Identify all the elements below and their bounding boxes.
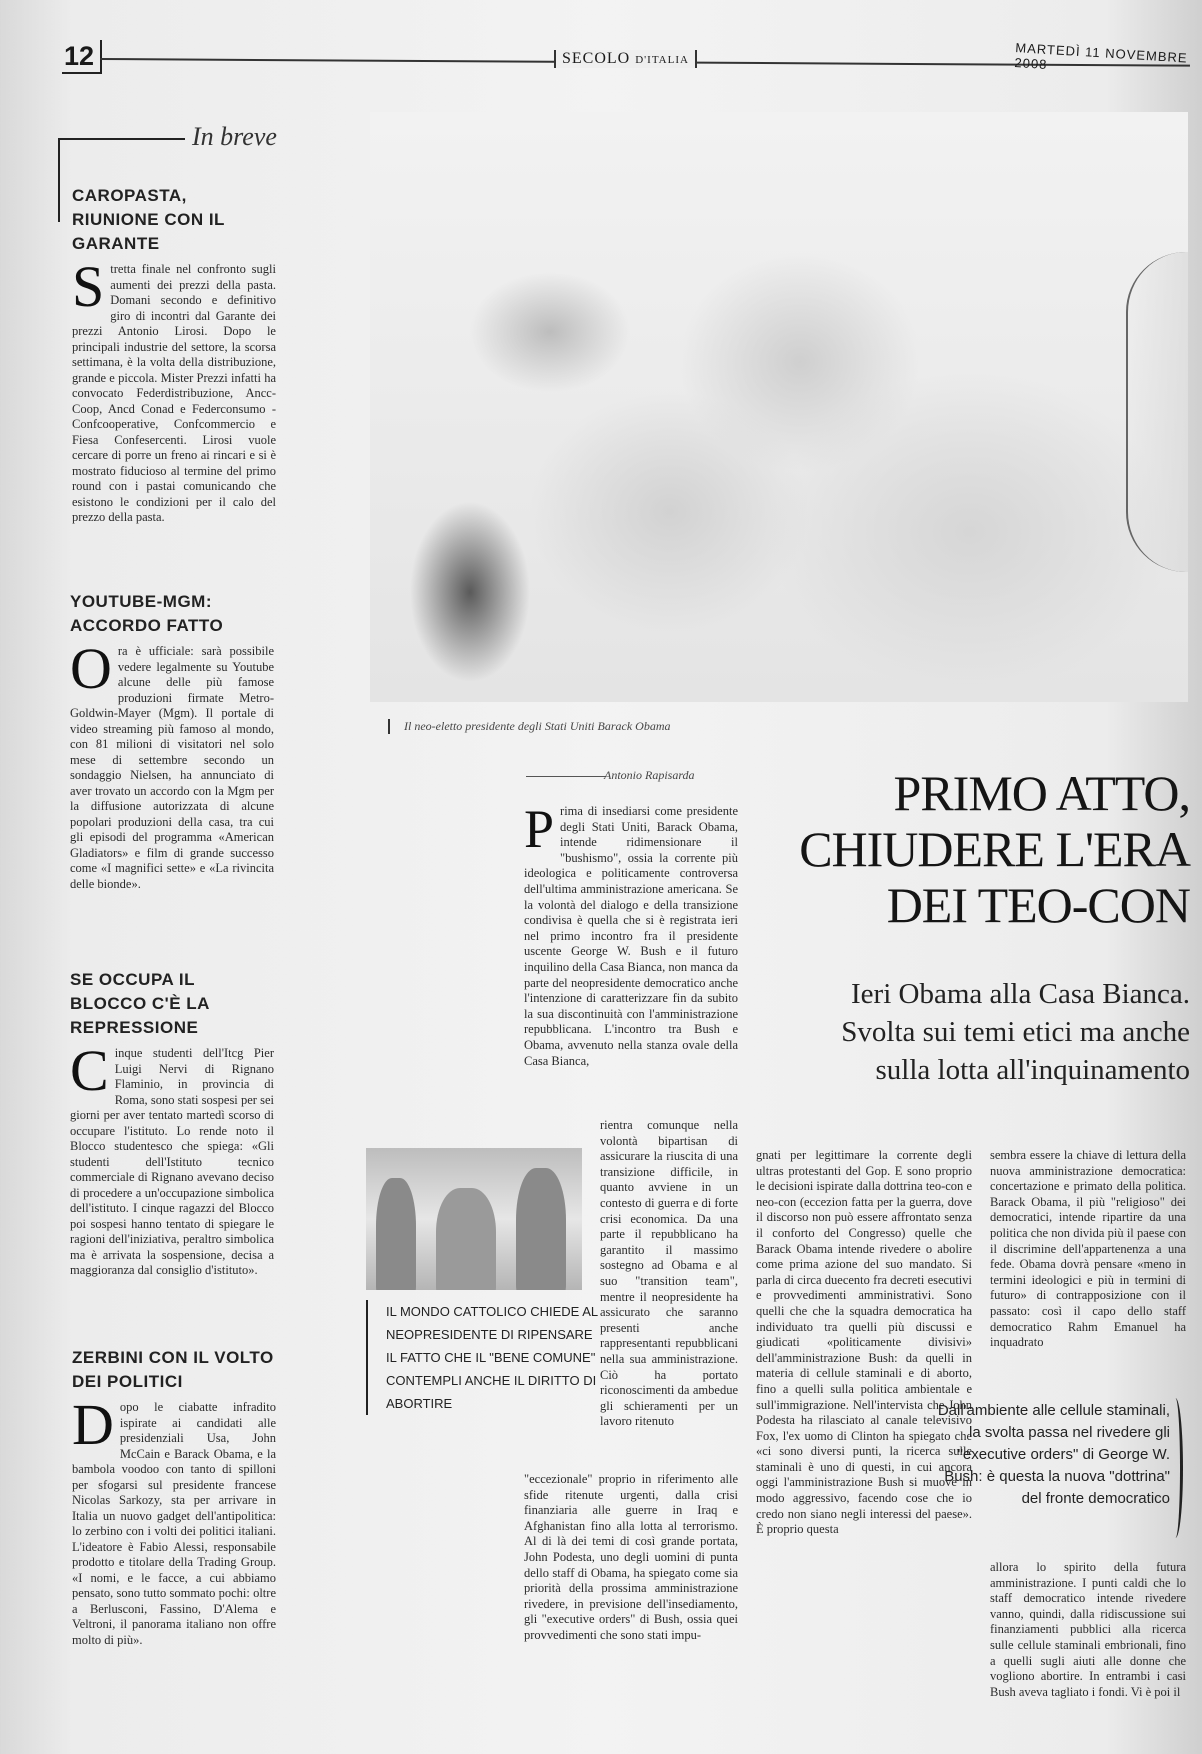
brief-blocco [70,968,274,1279]
article-col1-narrow: rientra comunque nella volontà bipartisan di assicurare la riuscita di una transizione difficile, in quanto avviene in un contesto di guerra e di forte crisi economica. Da una parte il repubblicano ha garantito il massimo sostegno ad Obama e al suo "transition team", mentre il neopresidente ha assicurato che saranno presenti anche rappresentanti repubblicani nella sua amministrazione. Ciò ha portato riconoscimenti da ambedue gli schieramenti per un lavoro ritenuto [600,1118,738,1429]
byline-rule [526,776,606,777]
brief-title: ZERBINI CON IL VOLTO DEI POLITICI [72,1348,274,1391]
brief-title: YOUTUBE-MGM: ACCORDO FATTO [70,592,224,635]
brief-youtube [70,590,274,892]
byline: Antonio Rapisarda [604,768,695,782]
photo-face-outline [1126,252,1188,572]
paper-suffix: D'ITALIA [635,54,689,66]
newspaper-name [554,50,697,68]
brief-zerbini [72,1346,276,1648]
brevi-rule [60,138,185,140]
photo-caption: Il neo-eletto presidente degli Stati Uniti Barack Obama [388,719,671,734]
brief-body: Stretta finale nel confronto sugli aumenti dei prezzi della pasta. Domani secondo e definitivo giro di incontri dal Garante dei prezzi Antonio Lirosi. Dopo le principali industrie del settore, la scorsa settimana, è la volta della distribuzione, grande e piccola. Mister Prezzi infatti ha convocato Federdistribuzione, Ancc-Coop, Ancd Conad e Federconsumo - Confcooperative, Confcommercio e Fiesa Confesercenti. Lirosi vuole cercare di porre un freno ai rincari e si è mostrato fiducioso al termine del primo round con i pastai comunicando che esistono le condizioni per il calo del prezzo della pasta. [72,254,276,524]
catholic-crowd-photo [366,1148,582,1290]
photo-figure [516,1168,566,1290]
issue-date: MARTEDÌ 11 NOVEMBRE 2008 [1014,40,1188,72]
sidebar-quote: IL MONDO CATTOLICO CHIEDE AL NEOPRESIDENTE DI RIPENSARE IL FATTO CHE IL "BENE COMUNE" CONTEMPLI ANCHE IL DIRITTO DI ABORTIRE [366,1300,602,1415]
page-number: 12 [62,40,102,74]
brief-body: Ora è ufficiale: sarà possibile vedere legalmente su Youtube alcune delle più famose produzioni firmate Metro-Goldwin-Mayer (Mgm). Il portale di video streaming più famoso al mondo, con 81 milioni di visitatori nel solo mese di settembre secondo un sondaggio Nielsen, ha annunciato di aver trovato un accordo con la Mgm per la diffusione autorizzata di alcune popolari produzioni della casa, tra cui gli episodi del programma «American Gladiators» e film di grande successo come «I magnifici sette» e «La rivincita delle bionde». [70,636,274,891]
brief-caropasta [72,184,276,526]
brief-body: Cinque studenti dell'Itcg Pier Luigi Nervi di Rignano Flaminio, in provincia di Roma, sono stati sospesi per sei giorni per aver tentato martedì scorso di occupare l'istituto. Lo rende noto il Blocco studentesco che spiega: «Gli studenti dell'Istituto tecnico commerciale di Rignano avevano deciso di procedere a un'occupazione simbolica dell'istituto. I cinque ragazzi del Blocco poi sospesi hanno tentato di spiegare le ragioni dell'iniziativa, peraltro simbolica ma è arrivata la sospensione, decisa a maggioranza dal consiglio d'istituto». [70,1038,274,1277]
subheadline: Ieri Obama alla Casa Bianca. Svolta sui temi etici ma anche sulla lotta all'inquinamento [841,978,1190,1086]
brief-title: SE OCCUPA IL BLOCCO C'È LA REPRESSIONE [70,970,210,1037]
article-col3-bottom: allora lo spirito della futura amministrazione. I punti caldi che lo staff democratico intende rivedere vanno, quindi, dalla ridiscussione sui finanziamenti pubblici alla ricerca sulle cellule staminali embrionali, fino a quelli sugli aiuti alle donne che vogliono abortire. In entrambi i casi Bush aveva tagliato i fondi. Vi è poi il [990,1560,1186,1699]
photo-figure [436,1188,496,1290]
pull-quote-bracket [1168,1398,1183,1538]
headline: PRIMO ATTO, CHIUDERE L'ERA DEI TEO-CON [799,765,1190,933]
brief-title: CAROPASTA, RIUNIONE CON IL GARANTE [72,186,225,253]
brevi-label: In breve [192,122,277,151]
article-col3-top: sembra essere la chiave di lettura della nuova amministrazione democratica: concertazione e primato della politica. Barack Obama, il più "religioso" dei democratici, intende ripartire da una politica che non divida più il paese con il discrimine dell'appartenenza a una fede. Obama dovrà pensare «meno in termini ideologici e più in termini di futuro» di contrapposizione con il passato: così il capo dello staff democratico Rahm Emanuel ha inquadrato [990,1148,1186,1350]
brief-body: Dopo le ciabatte infradito ispirate ai candidati alle presidenziali Usa, John McCain e Barack Obama, e la bambola voodoo con tanto di spilloni per sfogarsi sul presidente francese Nicolas Sarkozy, sta per arrivare in Italia un nuovo gadget dell'antipolitica: lo zerbino con i volti dei politici italiani. L'ideatore è Fabio Alessi, responsabile prodotto e titolare della Trading Group. «I nomi, e le facce, a cui abbiamo pensato, sono tutto sommato pochi: oltre a Berlusconi, Fassino, D'Alema e Veltroni, il panorama italiano non offre molto di più». [72,1392,276,1647]
article-col1-top: Prima di insediarsi come presidente degli Stati Uniti, Barack Obama, intende ridimensionare il "bushismo", ossia la corrente più ideologica e politicamente controversa dell'ultima amministrazione americana. Se la volontà del dialogo e della transizione condivisa è quella che si è registrata ieri nel primo incontro fra il presidente uscente George W. Bush e il futuro inquilino della Casa Bianca, non manca da parte del neopresidente democratico anche l'intenzione di caratterizzare fin da subito la sua discontinuità con l'amministrazione repubblicana. L'incontro tra Bush e Obama, avvenuto nella stanza ovale della Casa Bianca, [524,799,738,1068]
paper-name: SECOLO [562,50,631,67]
pull-quote: Dall'ambiente alle cellule staminali, la svolta passa nel rivedere gli "executive orders" di George W. Bush: è questa la nuova "dottrina" del fronte democratico [937,1402,1170,1507]
photo-figure [376,1178,416,1290]
article-col2: gnati per legittimare la corrente degli ultras protestanti del Gop. E sono proprio le decisioni ispirate dalla dottrina teo-con e neo-con (eccezion fatta per la guerra, dove il discorso non può essere affrontato senza il conforto del Congresso) quelle che Barack Obama intende rivedere o abolire come prima azione del suo mandato. Si parla di circa duecento fra decreti esecutivi e provvedimenti amministrativi. Sono quelli che che la squadra democratica ha individuato tra quelli più discussi e giudicati «politicamente divisivi» dell'amministrazione Bush: da quelli in materia di cellule staminali e di aborto, fino a quelli sulla politica ambientale e sull'immigrazione. Nell'intervista che John Podesta ha rilasciato al canale televisivo Fox, l'ex uomo di Clinton ha spiegato che «ci sono diversi punti, la ricerca sulle staminali è uno di questi, in cui ancora oggi l'amministrazione Bush si muove in modo aggressivo, facendo cose che io credo non siano negli interessi del paese». È proprio questa [756,1148,972,1537]
article-col1-bottom: "eccezionale" proprio in riferimento alle sfide ritenute urgenti, dalla crisi finanziaria alle guerre in Iraq e Afghanistan fino alla lotta al terrorismo. Al di là dei temi di così grande portata, John Podesta, uno degli uomini di punta dello staff di Obama, ha spiegato come sia priorità della prossima amministrazione rivedere, in previsione dell'insediamento, gli "executive orders" di Bush, ossia quei provvedimenti che sono stati impu- [524,1472,738,1642]
obama-photo [370,112,1188,702]
